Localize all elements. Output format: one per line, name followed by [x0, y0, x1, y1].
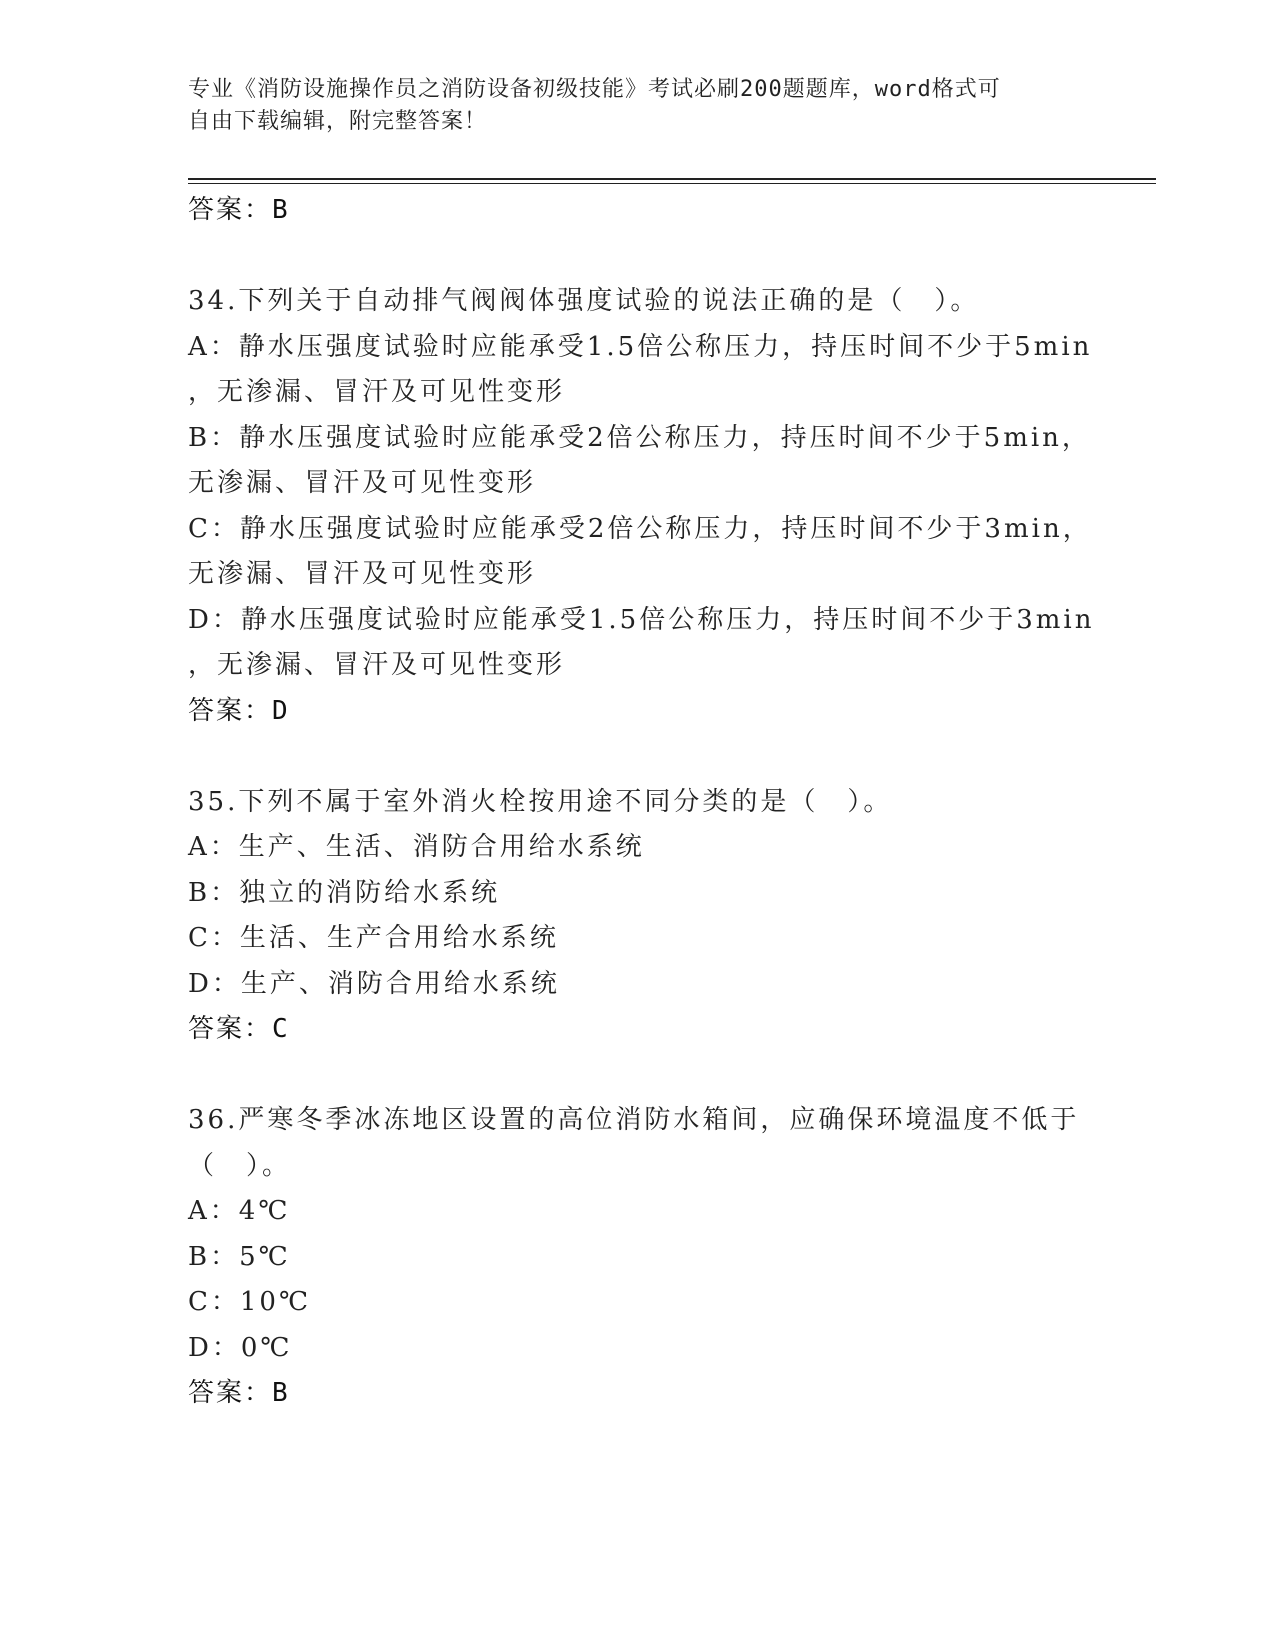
question-36-option-c: C：10℃ — [188, 1287, 312, 1317]
question-36-option-b: B：5℃ — [188, 1241, 291, 1272]
question-34-answer: 答案：D — [188, 695, 290, 726]
spacer — [188, 1053, 1088, 1099]
document-header — [188, 74, 1088, 138]
question-list — [188, 188, 1095, 1417]
header-title-line-1: 专业《消防设施操作员之消防设备初级技能》考试必刷200题题库，word格式可 — [188, 77, 1001, 102]
question-36-stem: 36.严寒冬季冰冻地区设置的高位消防水箱间，应确保环境温度不低于 — [188, 1105, 1080, 1135]
question-34-stem: 34.下列关于自动排气阀阀体强度试验的说法正确的是（ ）。 — [188, 286, 980, 316]
question-34-option-c-cont: 无渗漏、冒汗及可见性变形 — [188, 559, 537, 589]
question-36-answer: 答案：B — [188, 1378, 290, 1408]
question-36 — [188, 1098, 1088, 1417]
header-divider-thin — [188, 183, 1156, 184]
question-35-option-a: A：生产、生活、消防合用给水系统 — [188, 832, 645, 862]
spacer — [188, 734, 1088, 780]
question-34-option-d: D：静水压强度试验时应能承受1.5倍公称压力，持压时间不少于3min — [188, 604, 1095, 635]
question-35-option-c: C：生活、生产合用给水系统 — [188, 923, 559, 953]
previous-question-answer: 答案：B — [188, 195, 290, 225]
header-divider-thick — [188, 178, 1156, 180]
spacer — [188, 234, 1088, 280]
question-34-option-c: C：静水压强度试验时应能承受2倍公称压力，持压时间不少于3min， — [188, 513, 1092, 544]
question-35-stem: 35.下列不属于室外消火栓按用途不同分类的是（ ）。 — [188, 786, 893, 817]
header-title-line-2: 自由下载编辑，附完整答案！ — [188, 109, 488, 134]
question-34-option-a-cont: ，无渗漏、冒汗及可见性变形 — [188, 377, 566, 407]
question-35-option-b: B：独立的消防给水系统 — [188, 877, 501, 908]
question-34-option-d-cont: ，无渗漏、冒汗及可见性变形 — [188, 650, 566, 680]
question-34-option-b-cont: 无渗漏、冒汗及可见性变形 — [188, 468, 537, 498]
question-34 — [188, 279, 1095, 734]
question-36-option-d: D：0℃ — [188, 1332, 293, 1363]
question-35 — [188, 780, 1088, 1053]
question-36-option-a: A：4℃ — [188, 1196, 291, 1226]
question-34-option-b: B：静水压强度试验时应能承受2倍公称压力，持压时间不少于5min， — [188, 422, 1091, 453]
question-34-option-a: A：静水压强度试验时应能承受1.5倍公称压力，持压时间不少于5min — [188, 331, 1093, 362]
question-36-stem-cont: （ ）。 — [188, 1150, 292, 1181]
question-35-answer: 答案：C — [188, 1014, 290, 1044]
question-35-option-d: D：生产、消防合用给水系统 — [188, 968, 560, 999]
